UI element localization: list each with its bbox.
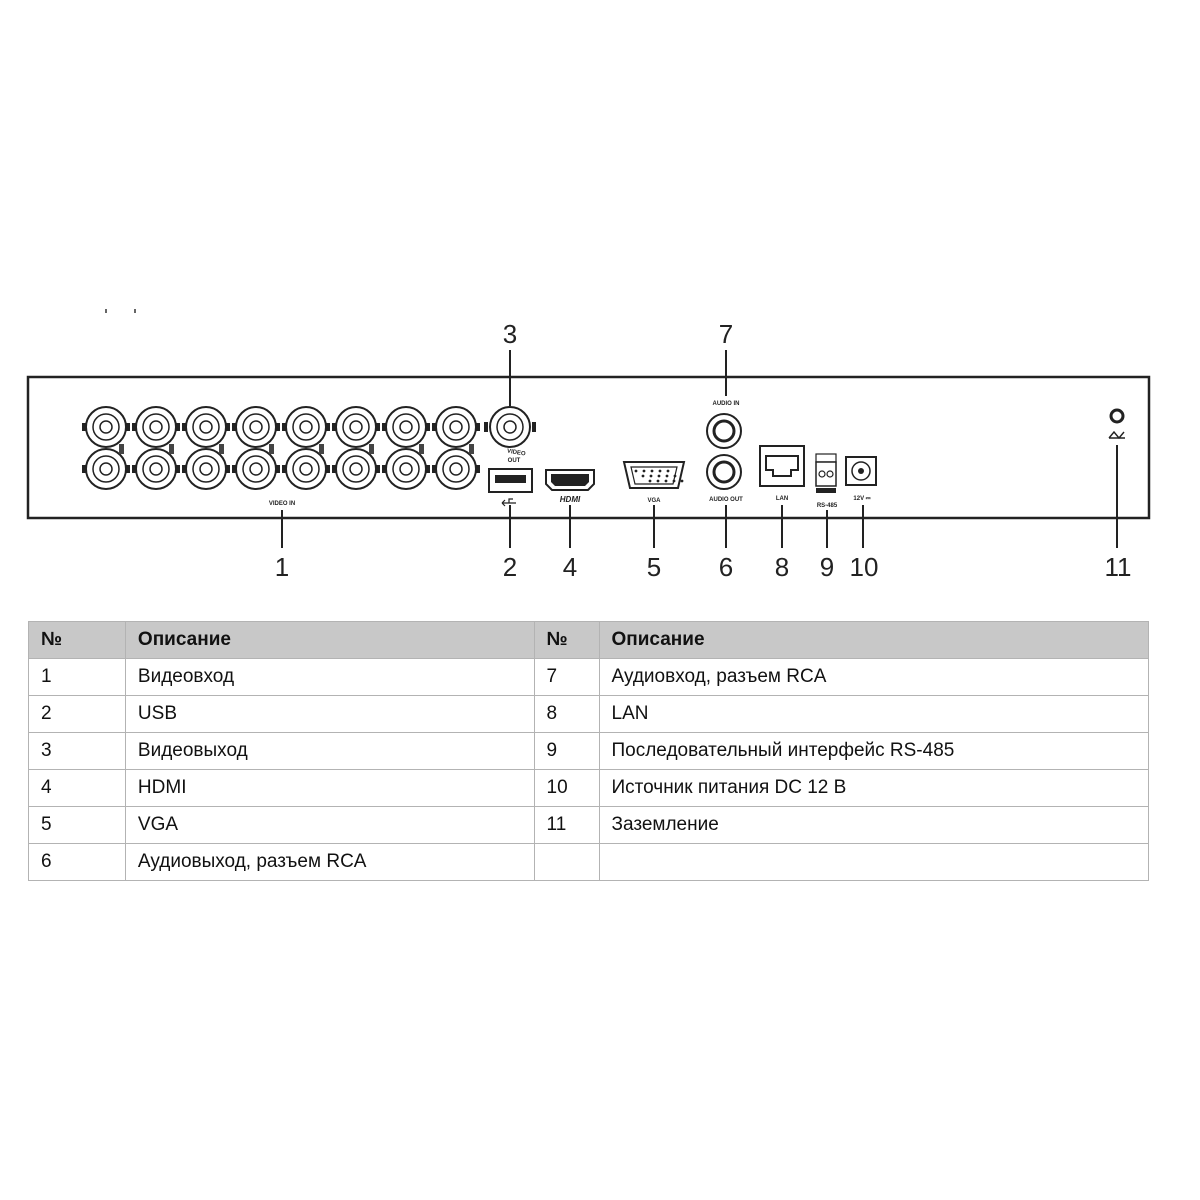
- cell-description: Видеовыход: [125, 733, 534, 770]
- hdmi-label: HDMI: [559, 495, 581, 504]
- header-description-right: Описание: [599, 622, 1149, 659]
- cell-description: Аудиовыход, разъем RCA: [125, 844, 534, 881]
- vga-pin: [642, 475, 645, 478]
- audio-in-label: AUDIO IN: [712, 401, 740, 407]
- cell-number: 9: [534, 733, 599, 770]
- connector-description-table: [28, 621, 1149, 881]
- vga-pin: [649, 480, 652, 483]
- cell-description: VGA: [125, 807, 534, 844]
- vga-pin: [657, 480, 660, 483]
- cell-description: Аудиовход, разъем RCA: [599, 659, 1149, 696]
- cell-description: Заземление: [599, 807, 1149, 844]
- rj45-port-icon: [760, 446, 804, 486]
- cell-description: LAN: [599, 696, 1149, 733]
- channel-marker: [119, 444, 124, 454]
- vga-pin: [667, 470, 670, 473]
- header-number-left: №: [29, 622, 126, 659]
- vga-pin: [659, 470, 662, 473]
- cell-number: 6: [29, 844, 126, 881]
- vga-label: VGA: [647, 498, 661, 504]
- cell-description: Видеовход: [125, 659, 534, 696]
- vga-pin: [666, 475, 669, 478]
- table-header-row: [29, 622, 1149, 659]
- cell-number: 8: [534, 696, 599, 733]
- cell-number: 3: [29, 733, 126, 770]
- video-in-label: VIDEO IN: [268, 501, 296, 507]
- callout-7: 7: [718, 319, 734, 349]
- table-row: [29, 807, 1149, 844]
- stray-marks: [106, 309, 135, 313]
- callout-10: 10: [849, 552, 879, 582]
- channel-marker: [169, 444, 174, 454]
- dc-jack-icon: [846, 457, 876, 485]
- callout-8: 8: [774, 552, 790, 582]
- table-row: [29, 844, 1149, 881]
- cell-description: Источник питания DC 12 В: [599, 770, 1149, 807]
- cell-number: 4: [29, 770, 126, 807]
- audio-out-label: AUDIO OUT: [709, 497, 743, 503]
- table-row: [29, 659, 1149, 696]
- cell-description: Последовательный интерфейс RS-485: [599, 733, 1149, 770]
- channel-marker: [469, 444, 474, 454]
- cell-description: USB: [125, 696, 534, 733]
- vga-pin: [643, 470, 646, 473]
- callout-11: 11: [1104, 552, 1132, 582]
- power-label: 12V ⎓: [853, 496, 871, 502]
- vga-pin: [674, 475, 677, 478]
- callout-3: 3: [502, 319, 518, 349]
- callout-9: 9: [819, 552, 835, 582]
- vga-pin: [651, 470, 654, 473]
- callout-5: 5: [646, 552, 662, 582]
- cell-number: 1: [29, 659, 126, 696]
- header-description-left: Описание: [125, 622, 534, 659]
- channel-marker: [219, 444, 224, 454]
- callout-6: 6: [718, 552, 734, 582]
- cell-description: HDMI: [125, 770, 534, 807]
- vga-pin: [665, 480, 668, 483]
- hdmi-port-icon: [546, 470, 594, 490]
- header-number-right: №: [534, 622, 599, 659]
- callout-4: 4: [562, 552, 578, 582]
- rs485-label: RS-485: [816, 503, 838, 509]
- vga-pin: [650, 475, 653, 478]
- cell-number: 10: [534, 770, 599, 807]
- device-chassis: [28, 377, 1149, 518]
- cell-number: [534, 844, 599, 881]
- vga-pin: [635, 470, 638, 473]
- vga-pin: [673, 480, 676, 483]
- vga-pin: [658, 475, 661, 478]
- vga-port-icon: [624, 462, 684, 488]
- cell-number: 2: [29, 696, 126, 733]
- table-row: [29, 696, 1149, 733]
- table-row: [29, 770, 1149, 807]
- video-out-label-2: OUT: [507, 458, 521, 464]
- lan-label: LAN: [775, 496, 789, 502]
- video-out-label-1: VIDEO: [506, 448, 526, 458]
- cell-number: 11: [534, 807, 599, 844]
- channel-marker: [269, 444, 274, 454]
- vga-pin: [681, 480, 684, 483]
- callout-1: 1: [274, 552, 290, 582]
- cell-number: 5: [29, 807, 126, 844]
- callout-2: 2: [502, 552, 518, 582]
- channel-marker: [419, 444, 424, 454]
- cell-number: 7: [534, 659, 599, 696]
- table-row: [29, 733, 1149, 770]
- channel-marker: [369, 444, 374, 454]
- channel-marker: [319, 444, 324, 454]
- cell-description: [599, 844, 1149, 881]
